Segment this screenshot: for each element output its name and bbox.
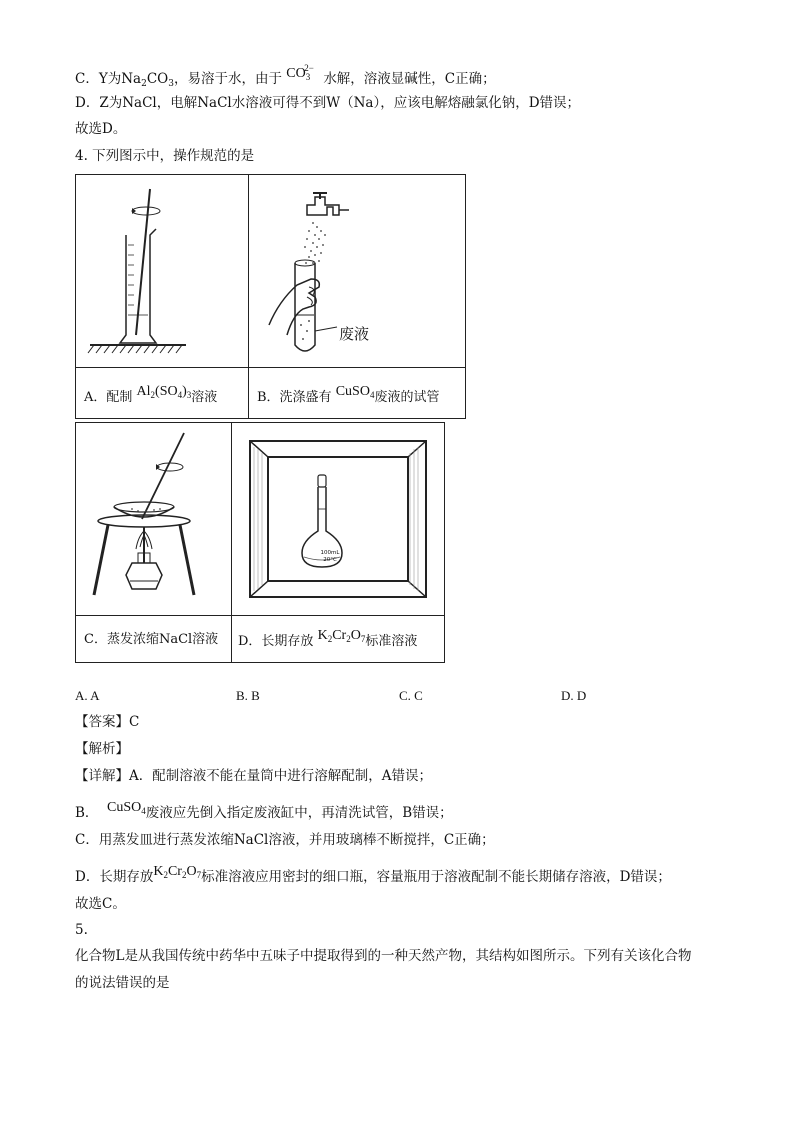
detail-d: D．长期存放$K_2Cr_2O_7$标准溶液应用密封的细口瓶，容量瓶用于溶液配制不能长期储存溶液，D错误； bbox=[75, 864, 671, 885]
figure-c-caption: C．蒸发浓缩NaCl溶液 bbox=[84, 632, 219, 647]
detail-b: B． CuSO$_4$废液应先倒入指定废液缸中，再清洗试管，B错误； bbox=[75, 800, 453, 821]
waste-liquid-label: 废液 bbox=[339, 325, 370, 343]
answer-label: 【答案】C bbox=[75, 714, 140, 730]
figure-b-caption: B．洗涤盛有 CuSO$_4$废液的试管 bbox=[257, 384, 440, 405]
option-a: A. A bbox=[75, 688, 100, 703]
option-c: C. C bbox=[399, 688, 423, 703]
figure-b-caption-cell bbox=[248, 367, 466, 419]
evaporation-figure bbox=[76, 423, 231, 615]
detail-a: 【详解】A．配制溶液不能在量筒中进行溶解配制，A错误； bbox=[75, 768, 432, 784]
analysis-label: 【解析】 bbox=[75, 741, 129, 757]
figure-a-image-cell bbox=[75, 174, 249, 368]
figure-a-caption-cell bbox=[75, 367, 249, 419]
figure-d-image-cell bbox=[231, 422, 445, 616]
carbonate-ion: CO bbox=[286, 66, 306, 81]
figure-d-caption: D．长期存放 $K_2Cr_2O_7$标准溶液 bbox=[238, 628, 418, 649]
detail-end: 故选C。 bbox=[75, 896, 126, 912]
question-5-text-line2: 的说法错误的是 bbox=[75, 975, 170, 991]
figure-d-caption-cell bbox=[231, 615, 445, 663]
flask-label: 100mL 20°C bbox=[320, 550, 340, 563]
detail-c: C．用蒸发皿进行蒸发浓缩NaCl溶液，并用玻璃棒不断搅拌，C正确； bbox=[75, 832, 495, 848]
figure-a-caption: A．配制 $Al_2(SO_4)_3$溶液 bbox=[84, 384, 218, 405]
graduated-cylinder-figure bbox=[76, 175, 248, 367]
option-b: B. B bbox=[236, 688, 260, 703]
figure-b-image-cell bbox=[248, 174, 466, 368]
option-d-explanation: D．Z为NaCl，电解NaCl水溶液可得不到W（Na），应该电解熔融氯化钠，D错误； bbox=[75, 95, 581, 111]
option-c-explanation: C．Y为$Na_2CO_3$，易溶于水，由于 $CO_3^{2-}$ 水解，溶液显碱性，C正确； bbox=[75, 63, 496, 89]
option-d: D. D bbox=[561, 688, 587, 703]
figure-c-image-cell bbox=[75, 422, 232, 616]
question-4-title: 4. 下列图示中，操作规范的是 bbox=[75, 148, 255, 164]
question-5-number: 5. bbox=[75, 922, 88, 938]
volumetric-flask-figure bbox=[232, 423, 444, 615]
conclusion-line: 故选D。 bbox=[75, 121, 127, 137]
question-5-text-line1: 化合物L是从我国传统中药华中五味子中提取得到的一种天然产物，其结构如图所示。下列有关该化合物 bbox=[75, 948, 692, 964]
figure-c-caption-cell bbox=[75, 615, 232, 663]
